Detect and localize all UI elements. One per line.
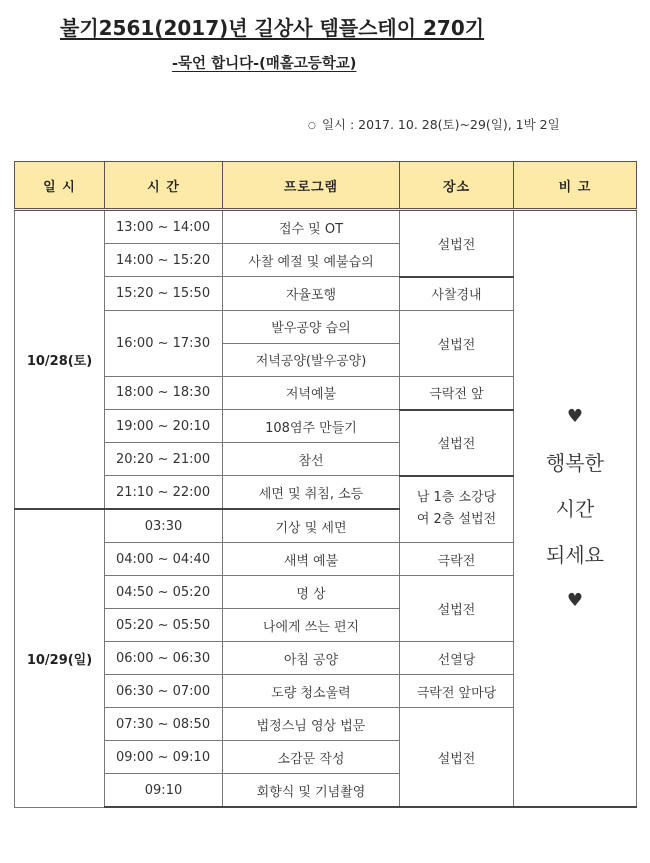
program-cell: 아침 공양 <box>223 642 400 675</box>
time-cell: 13:00 ~ 14:00 <box>105 210 223 244</box>
program-cell: 명 상 <box>223 576 400 609</box>
program-cell: 회향식 및 기념촬영 <box>223 774 400 808</box>
place-line: 여 2층 설법전 <box>416 512 497 528</box>
time-cell: 09:10 <box>105 774 223 808</box>
document-subtitle: -묵언 합니다-(매홀고등학교) <box>172 56 357 72</box>
place-cell: 설법전 <box>400 410 514 476</box>
program-cell: 자율포행 <box>223 277 400 311</box>
day-cell-1: 10/28(토) <box>15 210 105 510</box>
place-cell: 극락전 <box>400 543 514 576</box>
place-cell: 설법전 <box>400 576 514 642</box>
place-cell: 사찰경내 <box>400 277 514 311</box>
header-date: 일 시 <box>15 162 105 210</box>
date-text: 일시 : 2017. 10. 28(토)~29(일), 1박 2일 <box>321 117 560 132</box>
table-row <box>15 210 637 244</box>
document-title: 불기2561(2017)년 길상사 템플스테이 270기 <box>60 16 485 40</box>
note-cell <box>514 210 637 808</box>
time-cell: 07:30 ~ 08:50 <box>105 708 223 741</box>
time-cell: 20:20 ~ 21:00 <box>105 443 223 476</box>
time-cell: 14:00 ~ 15:20 <box>105 244 223 277</box>
program-cell: 법정스님 영상 법문 <box>223 708 400 741</box>
program-cell: 나에게 쓰는 편지 <box>223 609 400 642</box>
place-cell <box>400 476 514 543</box>
program-cell: 저녁공양(발우공양) <box>223 343 400 376</box>
header-place: 장소 <box>400 162 514 210</box>
time-cell: 04:50 ~ 05:20 <box>105 576 223 609</box>
time-cell: 06:00 ~ 06:30 <box>105 642 223 675</box>
note-line-3: 되세요 <box>546 542 604 567</box>
place-cell: 설법전 <box>400 210 514 277</box>
time-cell: 15:20 ~ 15:50 <box>105 277 223 311</box>
bullet-icon: ○ <box>308 121 316 131</box>
place-cell: 설법전 <box>400 708 514 808</box>
place-cell: 극락전 앞마당 <box>400 675 514 708</box>
program-cell: 도량 청소울력 <box>223 675 400 708</box>
schedule-table <box>14 161 637 808</box>
program-cell: 세면 및 취침, 소등 <box>223 476 400 510</box>
time-cell: 19:00 ~ 20:10 <box>105 410 223 443</box>
time-cell: 21:10 ~ 22:00 <box>105 476 223 510</box>
day-cell-2: 10/29(일) <box>15 509 105 807</box>
header-note: 비 고 <box>514 162 637 210</box>
time-cell: 04:00 ~ 04:40 <box>105 543 223 576</box>
program-cell: 소감문 작성 <box>223 741 400 774</box>
time-cell: 06:30 ~ 07:00 <box>105 675 223 708</box>
date-line <box>308 115 560 133</box>
place-cell: 극락전 앞 <box>400 376 514 410</box>
header-program: 프로그램 <box>223 162 400 210</box>
program-cell: 사찰 예절 및 예불습의 <box>223 244 400 277</box>
time-cell: 16:00 ~ 17:30 <box>105 310 223 376</box>
header-row <box>15 162 637 210</box>
program-cell: 참선 <box>223 443 400 476</box>
program-cell: 저녁예불 <box>223 376 400 410</box>
note-line-2: 시간 <box>555 496 595 521</box>
heart-icon: ♥ <box>566 589 584 611</box>
note-line-1: 행복한 <box>546 450 604 475</box>
place-line: 남 1층 소강당 <box>416 490 497 506</box>
heart-icon: ♥ <box>566 405 584 427</box>
place-cell: 설법전 <box>400 310 514 376</box>
program-cell: 108염주 만들기 <box>223 410 400 443</box>
time-cell: 18:00 ~ 18:30 <box>105 376 223 410</box>
time-cell: 03:30 <box>105 509 223 543</box>
program-cell: 접수 및 OT <box>223 210 400 244</box>
program-cell: 기상 및 세면 <box>223 509 400 543</box>
time-cell: 05:20 ~ 05:50 <box>105 609 223 642</box>
program-cell: 발우공양 습의 <box>223 310 400 343</box>
place-cell: 선열당 <box>400 642 514 675</box>
header-time: 시 간 <box>105 162 223 210</box>
program-cell: 새벽 예불 <box>223 543 400 576</box>
time-cell: 09:00 ~ 09:10 <box>105 741 223 774</box>
